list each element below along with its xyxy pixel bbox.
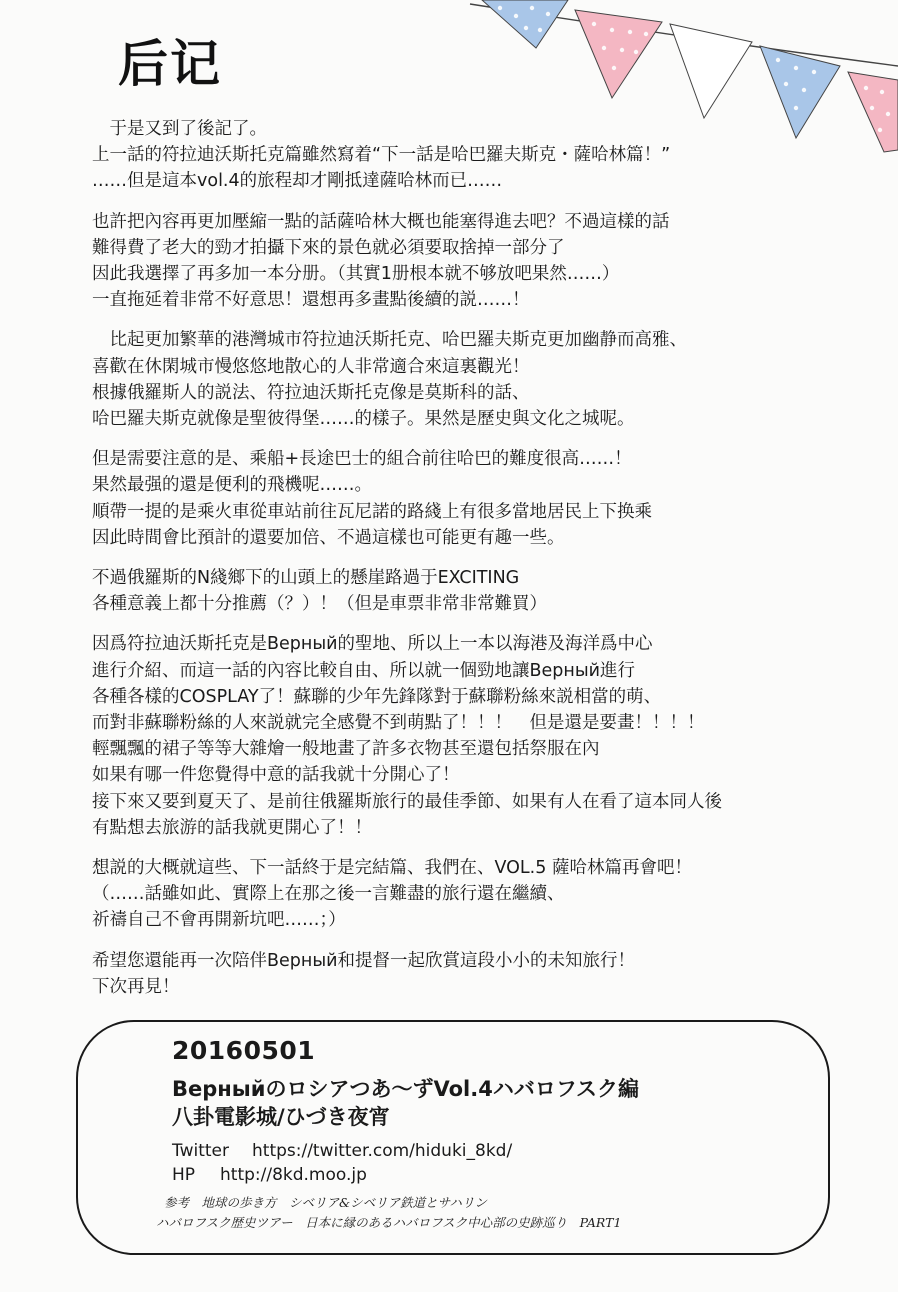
text-line: 哈巴羅夫斯克就像是聖彼得堡……的樣子。果然是歷史與文化之城呢。: [92, 409, 635, 430]
text-line: 進行介紹、而這一話的內容比較自由、所以就一個勁地讓Верный進行: [92, 660, 636, 681]
text-line: 但是需要注意的是、乘船+長途巴士的組合前往哈巴的難度很高……！: [92, 449, 632, 470]
circle-author: 八卦電影城/ひづき夜宵: [172, 1105, 390, 1129]
text-line: 各種意義上都十分推薦（？）！（但是車票非常非常難買）: [92, 594, 547, 615]
paragraph-8: [92, 948, 872, 1000]
text-line: 因此我選擇了再多加一本分册。（其實1册根本就不够放吧果然……）: [92, 264, 620, 285]
colophon-content: [156, 1036, 639, 1233]
paragraph-2: [92, 209, 872, 314]
text-line: ……但是這本vol.4的旅程却才剛抵達薩哈林而已……: [92, 171, 503, 192]
bunting-flag-white-1: [670, 24, 752, 118]
text-line: 于是又到了後記了。: [92, 119, 267, 139]
text-line: 因爲符拉迪沃斯托克是Верный的聖地、所以上一本以海港及海洋爲中心: [92, 634, 653, 655]
homepage-link[interactable]: http://8kd.moo.jp: [220, 1165, 367, 1185]
afterword-body: [92, 116, 872, 1014]
text-line: 喜歡在休閑城市慢悠悠地散心的人非常適合來這裏觀光！: [92, 356, 530, 377]
text-line: 根據俄羅斯人的説法、符拉迪沃斯托克像是莫斯科的話、: [92, 382, 530, 403]
text-line: 一直拖延着非常不好意思！還想再多畫點後續的説……！: [92, 290, 530, 311]
homepage-label: HP: [172, 1165, 196, 1185]
homepage-row: [172, 1163, 639, 1187]
reference-line-2: ハバロフスク歴史ツアー 日本に縁のあるハバロフスク中心部の史跡巡り PART1: [156, 1215, 622, 1230]
paragraph-1: [92, 116, 872, 195]
paragraph-7: [92, 855, 872, 934]
paragraph-6: [92, 631, 872, 841]
text-line: 有點想去旅游的話我就更開心了！！: [92, 817, 372, 838]
text-line: 果然最强的還是便利的飛機呢……。: [92, 475, 372, 496]
twitter-label: Twitter: [172, 1141, 229, 1161]
text-line: 想説的大概就這些、下一話終于是完結篇、我們在、VOL.5 薩哈林篇再會吧！: [92, 858, 692, 879]
bunting-flag-pink-1: [575, 10, 662, 98]
text-line: 難得費了老大的勁才拍攝下來的景色就必須要取捨掉一部分了: [92, 237, 565, 258]
twitter-row: [172, 1139, 639, 1163]
text-line: 上一話的符拉迪沃斯托克篇雖然寫着“下一話是哈巴羅夫斯克・薩哈林篇！”: [92, 145, 671, 166]
text-line: （……話雖如此、實際上在那之後一言難盡的旅行還在繼續、: [92, 884, 565, 905]
bunting-flag-blue-1: [482, 0, 568, 48]
paragraph-5: [92, 565, 872, 617]
book-title: Верныйのロシアつあ～ずVol.4ハバロフスク編: [172, 1077, 639, 1101]
paragraph-3: [92, 327, 872, 432]
text-line: 比起更加繁華的港灣城市符拉迪沃斯托克、哈巴羅夫斯克更加幽静而高雅、: [92, 330, 687, 351]
reference-line-1: 参考 地球の歩き方 シベリア&シベリア鉄道とサハリン: [164, 1195, 487, 1210]
text-line: 下次再見！: [92, 976, 180, 997]
text-line: 不過俄羅斯的N綫鄉下的山頭上的懸崖路過于EXCITING: [92, 568, 520, 589]
colophon-box: [76, 1020, 830, 1255]
page-title: 后记: [118, 35, 222, 93]
text-line: 也許把內容再更加壓縮一點的話薩哈林大概也能塞得進去吧？不過這樣的話: [92, 211, 670, 232]
twitter-link[interactable]: https://twitter.com/hiduki_8kd/: [252, 1141, 513, 1161]
text-line: 各種各樣的COSPLAY了！蘇聯的少年先鋒隊對于蘇聯粉絲來説相當的萌、: [92, 686, 662, 707]
paragraph-4: [92, 446, 872, 551]
text-line: 希望您還能再一次陪伴Верный和提督一起欣賞這段小小的未知旅行！: [92, 950, 636, 971]
publication-date: 20160501: [172, 1036, 316, 1065]
text-line: 因此時間會比預計的還要加倍、不過這樣也可能更有趣一些。: [92, 527, 565, 548]
text-line: 祈禱自己不會再開新坑吧……；）: [92, 910, 346, 931]
text-line: 而對非蘇聯粉絲的人來説就完全感覺不到萌點了！！！ 但是還是要畫！！！！: [92, 713, 705, 734]
text-line: 如果有哪一件您覺得中意的話我就十分開心了！: [92, 765, 460, 786]
text-line: 順帶一提的是乘火車從車站前往瓦尼諾的路綫上有很多當地居民上下换乘: [92, 501, 652, 522]
text-line: 接下來又要到夏天了、是前往俄羅斯旅行的最佳季節、如果有人在看了這本同人後: [92, 791, 722, 812]
text-line: 輕飄飄的裙子等等大雜燴一般地畫了許多衣物甚至還包括祭服在內: [92, 739, 600, 760]
